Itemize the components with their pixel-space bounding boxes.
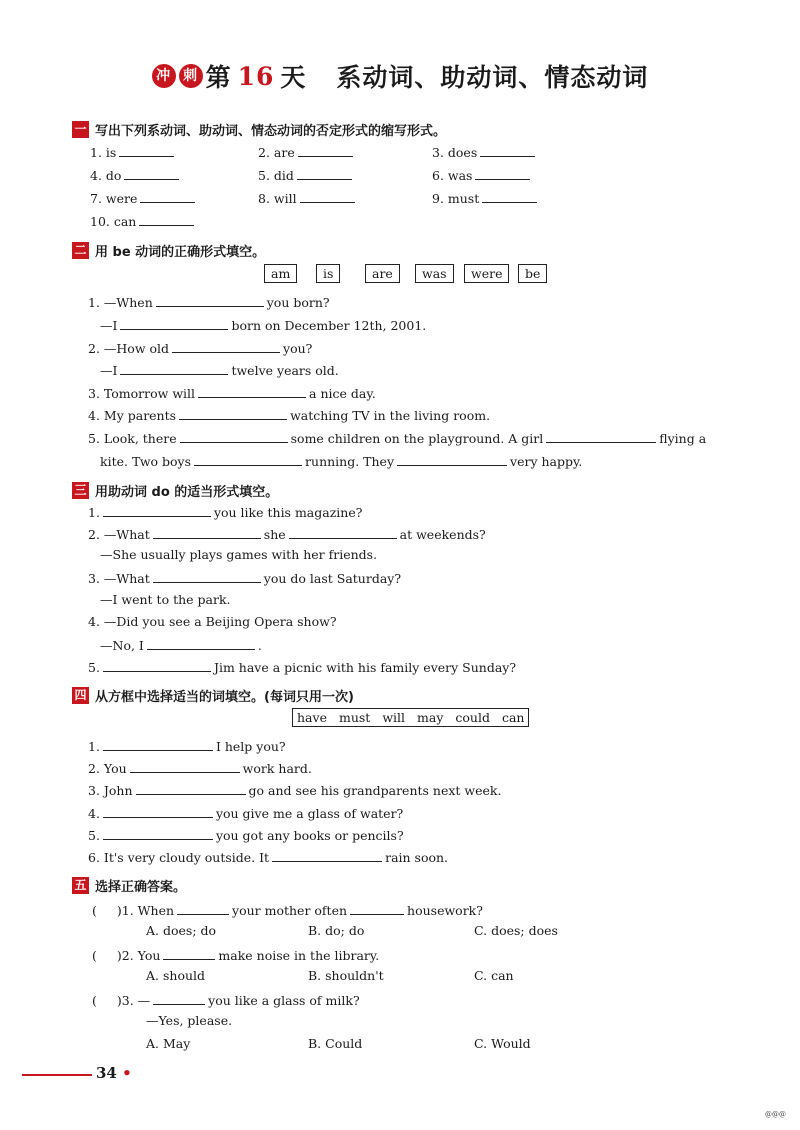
title-day-number: 16 <box>237 61 275 91</box>
s5-question-1: ( )1. When your mother often housework? <box>92 903 483 918</box>
s2-question-4: 4. My parents watching TV in the living room. <box>88 408 491 423</box>
s5-q3-option-a[interactable]: A. May <box>146 1036 191 1051</box>
s4-question-5: 5. you got any books or pencils? <box>88 828 404 843</box>
s5-q3-option-c[interactable]: C. Would <box>474 1036 531 1051</box>
section-3-text: 用助动词 do 的适当形式填空。 <box>95 485 279 500</box>
answer-blank[interactable] <box>480 143 535 157</box>
s3-question-3-reply: —I went to the park. <box>100 592 231 607</box>
title-prefix: 第 <box>205 63 232 92</box>
s1-item-6: 6. was <box>432 166 533 183</box>
section-1-text: 写出下列系动词、助动词、情态动词的否定形式的缩写形式。 <box>95 124 447 139</box>
word-will: will <box>382 710 406 725</box>
s1-item-4: 4. do <box>90 166 182 183</box>
word-box-were: were <box>464 264 509 283</box>
answer-blank[interactable] <box>272 848 382 862</box>
answer-blank[interactable] <box>120 316 228 330</box>
answer-blank[interactable] <box>139 212 194 226</box>
section-1-heading <box>72 120 446 139</box>
s3-question-4-reply: —No, I . <box>100 638 262 653</box>
answer-blank[interactable] <box>130 759 240 773</box>
s4-question-4: 4. you give me a glass of water? <box>88 806 404 821</box>
s3-question-3: 3. —What you do last Saturday? <box>88 571 402 586</box>
title-suffix: 天 <box>280 63 307 92</box>
answer-blank[interactable] <box>119 143 174 157</box>
answer-blank[interactable] <box>179 406 287 420</box>
s5-q2-option-b[interactable]: B. shouldn't <box>308 968 384 983</box>
s3-question-2-reply: —She usually plays games with her friends. <box>100 547 378 562</box>
title-badge-1: 冲 <box>152 64 176 88</box>
answer-blank[interactable] <box>300 189 355 203</box>
s5-question-2: ( )2. You make noise in the library. <box>92 948 380 963</box>
answer-blank[interactable] <box>350 901 404 915</box>
word-box-am: am <box>264 264 297 283</box>
s5-question-3: ( )3. — you like a glass of milk? <box>92 993 360 1008</box>
word-must: must <box>338 710 371 725</box>
answer-blank[interactable] <box>147 636 255 650</box>
answer-blank[interactable] <box>120 361 228 375</box>
answer-blank[interactable] <box>198 384 306 398</box>
section-4-heading <box>72 686 354 705</box>
s5-q3-option-b[interactable]: B. Could <box>308 1036 363 1051</box>
s1-item-5: 5. did <box>258 166 355 183</box>
answer-blank[interactable] <box>482 189 537 203</box>
answer-blank[interactable] <box>397 452 507 466</box>
s2-question-1-reply: —I born on December 12th, 2001. <box>100 318 427 333</box>
s2-question-3: 3. Tomorrow will a nice day. <box>88 386 376 401</box>
answer-blank[interactable] <box>140 189 195 203</box>
s2-question-5: 5. Look, there some children on the playground. A girl flying a <box>88 431 707 446</box>
s3-question-2: 2. —What she at weekends? <box>88 527 486 542</box>
answer-blank[interactable] <box>163 946 215 960</box>
section-4-text: 从方框中选择适当的词填空。(每词只用一次) <box>95 690 354 705</box>
s2-question-2: 2. —How old you? <box>88 341 313 356</box>
section-2-text: 用 be 动词的正确形式填空。 <box>95 245 266 260</box>
answer-blank[interactable] <box>103 804 213 818</box>
section-2-number: 二 <box>72 242 89 259</box>
answer-blank[interactable] <box>546 429 656 443</box>
answer-blank[interactable] <box>103 737 213 751</box>
answer-blank[interactable] <box>297 166 352 180</box>
word-box-be: be <box>518 264 547 283</box>
s1-item-2: 2. are <box>258 143 356 160</box>
page-number: 34 • <box>96 1064 132 1082</box>
s1-item-9: 9. must <box>432 189 540 206</box>
s1-item-3: 3. does <box>432 143 538 160</box>
answer-blank[interactable] <box>177 901 229 915</box>
s1-item-7: 7. were <box>90 189 198 206</box>
word-box-is: is <box>316 264 340 283</box>
answer-blank[interactable] <box>136 781 246 795</box>
section-4-number: 四 <box>72 687 89 704</box>
s1-item-8: 8. will <box>258 189 358 206</box>
answer-blank[interactable] <box>153 525 261 539</box>
s5-q2-option-c[interactable]: C. can <box>474 968 514 983</box>
answer-blank[interactable] <box>298 143 353 157</box>
answer-blank[interactable] <box>153 991 205 1005</box>
answer-blank[interactable] <box>289 525 397 539</box>
answer-blank[interactable] <box>153 569 261 583</box>
s2-question-1: 1. —When you born? <box>88 295 330 310</box>
s5-question-3-reply: —Yes, please. <box>146 1013 233 1028</box>
s1-item-1: 1. is <box>90 143 177 160</box>
s4-question-6: 6. It's very cloudy outside. It rain soon. <box>88 850 449 865</box>
word-bank-box <box>292 708 529 727</box>
word-box-are: are <box>365 264 400 283</box>
s2-question-5-cont: kite. Two boys running. They very happy. <box>100 454 583 469</box>
s4-question-3: 3. John go and see his grandparents next week. <box>88 783 502 798</box>
s2-question-2-reply: —I twelve years old. <box>100 363 339 378</box>
s4-question-2: 2. You work hard. <box>88 761 312 776</box>
s4-question-1: 1. I help you? <box>88 739 286 754</box>
word-could: could <box>455 710 490 725</box>
section-3-heading <box>72 481 278 500</box>
s3-question-4: 4. —Did you see a Beijing Opera show? <box>88 614 337 629</box>
answer-blank[interactable] <box>124 166 179 180</box>
s3-question-1: 1. you like this magazine? <box>88 505 363 520</box>
word-can: can <box>501 710 525 725</box>
s3-question-5: 5. Jim have a picnic with his family every Sunday? <box>88 660 517 675</box>
word-may: may <box>417 710 444 725</box>
answer-blank[interactable] <box>475 166 530 180</box>
answer-blank[interactable] <box>103 503 211 517</box>
word-box-was: was <box>415 264 454 283</box>
title-topic: 系动词、助动词、情态动词 <box>336 63 649 92</box>
s5-q2-option-a[interactable]: A. should <box>146 968 206 983</box>
s5-q1-option-a[interactable]: A. does; do <box>146 923 217 938</box>
section-3-number: 三 <box>72 482 89 499</box>
footer-rule <box>22 1074 92 1076</box>
s1-item-10: 10. can <box>90 212 197 229</box>
answer-blank[interactable] <box>180 429 288 443</box>
s5-q1-option-b[interactable]: B. do; do <box>308 923 365 938</box>
section-5-text: 选择正确答案。 <box>95 880 187 895</box>
s5-q1-option-c[interactable]: C. does; does <box>474 923 558 938</box>
section-5-heading <box>72 876 186 895</box>
answer-blank[interactable] <box>156 293 264 307</box>
title-badge-2: 刺 <box>179 64 203 88</box>
section-1-number: 一 <box>72 121 89 138</box>
answer-blank[interactable] <box>172 339 280 353</box>
section-5-number: 五 <box>72 877 89 894</box>
answer-blank[interactable] <box>103 658 211 672</box>
answer-blank[interactable] <box>103 826 213 840</box>
section-2-heading <box>72 241 265 260</box>
corner-mark: @@@ <box>765 1110 786 1118</box>
answer-blank[interactable] <box>194 452 302 466</box>
page-title <box>0 58 800 94</box>
word-have: have <box>297 710 327 725</box>
